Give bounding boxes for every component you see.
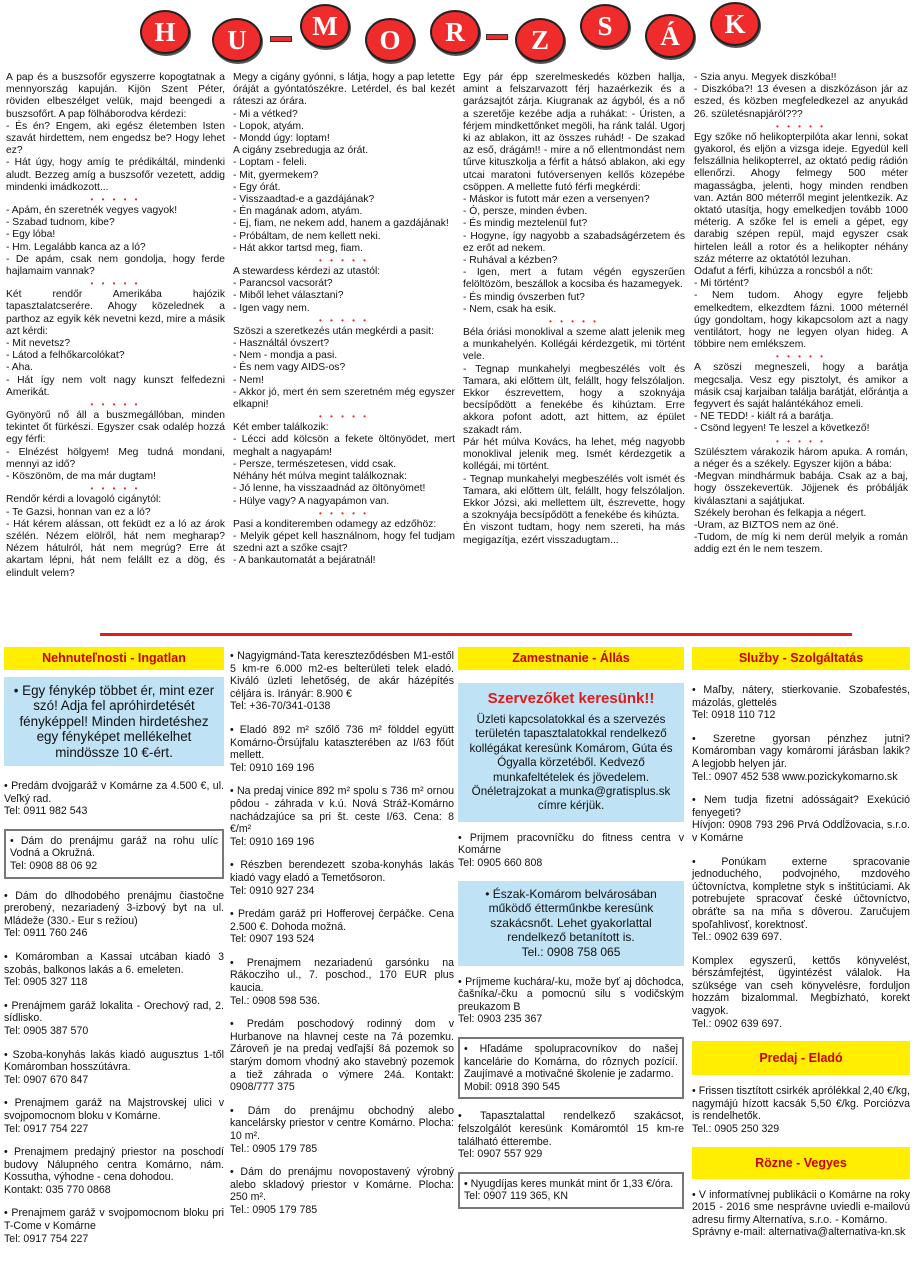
- joke-line: - Hülye vagy? A nagyapámon van.: [233, 495, 390, 507]
- title-letter: K: [710, 2, 760, 46]
- ad-text: • Ponúkam externe spracovanie jednoduchého, podvojného, mzdového účtovníctva, kompletne styk s inštitúciami. Ak potrebujete spracovať české účtovníctvo, obráťte sa na mňa s dôverou. Zaručujem spoľahlivosť, korektnosť.: [692, 855, 910, 931]
- joke-column-2: [233, 72, 455, 568]
- joke-line: Rendőr kérdi a lovagoló cigánytól:: [6, 494, 162, 506]
- section-header: Zamestnanie - Állás: [458, 647, 684, 670]
- joke-line: - Ó, persze, minden évben.: [463, 206, 588, 218]
- ad-phone: Tel: 0911 760 246: [4, 927, 88, 940]
- ad-item: [230, 650, 454, 713]
- joke-line: Megy a cigány gyónni, s látja, hogy a pap letette óráját a gyóntatószékre. Letérdel, és bal kezét ráteszi az órára.: [233, 72, 455, 108]
- ad-text: • Dám do prenájmu garáž na rohu ulíc Vodná a Okružná.: [10, 834, 218, 860]
- joke-column-3: [463, 72, 685, 547]
- ad-phone: Tel: +36-70/341-0138: [230, 700, 331, 713]
- joke-line: -Tudom, de míg ki nem derül melyik a román addig ezt én le nem teszem.: [694, 532, 908, 556]
- joke-line: Szülésztem várakozik három apuka. A román, a néger és a székely. Egyszer kijön a bába:: [694, 446, 908, 470]
- joke-separator: • • • • •: [319, 256, 369, 266]
- section-header: Nehnuteľnosti - Ingatlan: [4, 647, 224, 670]
- ad-item: [692, 1189, 910, 1239]
- title-letter: O: [365, 18, 415, 62]
- joke-line: - NE TEDD! - kiált rá a barátja.: [694, 411, 834, 423]
- ad-phone: Tel.: 0902 639 697.: [692, 931, 783, 944]
- joke-line: A pap és a buszsofőr egyszerre kopogtatnak a mennyország kapuján. Kijön Szent Péter, röviden elbeszélget velük, majd beengedi a buszsofőrt. A pap fölháborodva kérdezi:: [6, 72, 225, 120]
- title-letter: U: [212, 18, 262, 62]
- title-letter: M: [300, 4, 350, 48]
- joke-line: Néhány hét múlva megint találkoznak:: [233, 471, 407, 483]
- joke-line: - Parancsol vacsorát?: [233, 278, 333, 290]
- joke-line: - De apám, csak nem gondolja, hogy ferde hajlamaim vannak?: [6, 253, 225, 278]
- joke-line: Béla óriási monoklival a szeme alatt jelenik meg a munkahelyén. Kollégái kérdezgetik, mi történt vele.: [463, 327, 685, 363]
- ad-item: [4, 1000, 224, 1038]
- ads-column-real-estate-2: [230, 650, 454, 1228]
- joke-line: - Apám, én szeretnék vegyes vagyok!: [6, 205, 178, 217]
- ad-text: • Predám dvojgaráž v Komárne za 4.500 €, ul. Veľký rad.: [4, 780, 224, 805]
- promo-phone: Tel.: 0908 758 065: [521, 945, 621, 959]
- ad-phone: Tel: 0905 327 118: [4, 976, 88, 989]
- ad-item: [230, 957, 454, 1007]
- joke-line: - Hát akkor tartsd meg, fiam.: [233, 242, 363, 254]
- ad-phone: Tel.: 0902 639 697.: [692, 1017, 783, 1030]
- title-letter: H: [140, 10, 190, 54]
- ad-list: [458, 976, 684, 1209]
- joke-separator: • • • • •: [319, 315, 369, 325]
- ad-item: [4, 1049, 224, 1087]
- joke-line: Két rendőr Amerikába hajózik tapasztalatcserére. Ahogy közelednek a parthoz az egyik kék nevetni kezd, mire a másik azt kérdi:: [6, 289, 225, 337]
- joke-line: - Hogyne, így nagyobb a szabadságérzetem és ez erőt ad nekem.: [463, 230, 685, 254]
- ad-item: [458, 1110, 684, 1160]
- title-letter: R: [430, 10, 480, 54]
- joke-line: - Én magának adom, atyám.: [233, 206, 363, 218]
- photo-ad-promo: • Egy fénykép többet ér, mint ezer szó! Adja fel apróhirdetését fényképpel! Minden hirdetéshez egy fényképet mellékelhet mindössze 10 €-ért.: [4, 677, 224, 766]
- ad-item: [230, 1105, 454, 1155]
- ad-text: • Na predaj vinice 892 m² spolu s 736 m² ornou pôdou - záhrada v k.ú. Nová Stráž-Komárno nachádzajúce sa pri št. ceste I/63. Cena: 8 €/m²: [230, 785, 454, 836]
- ad-phone: Správny e-mail: alternativa@alternativa-kn.sk: [692, 1226, 906, 1239]
- ad-text: • Predám poschodový rodinný dom v Hurbanove na hlavnej ceste na 7á pozemku. Zároveň je na predaj vedľajší 8á pozemok so starým domom vhodný ako stavebný pozemok a tiež záhrada o výmere 24á. Kontakt: 0908/777 375: [230, 1018, 454, 1094]
- joke-line: - Miből lehet választani?: [233, 290, 344, 302]
- ad-text: • Frissen tisztított csirkék aprólékkal 2,40 €/kg, nagymájú hízott kacsák 5,50 €/kg. Porciózva is rendelhetők.: [692, 1085, 910, 1123]
- promo-title: Szervezőket keresünk!!: [487, 690, 655, 707]
- ad-item: [230, 1018, 454, 1094]
- joke-line: - És mindig óvszerben fut?: [463, 291, 585, 303]
- ad-text: • Prenájmem garáž lokalita - Orechový rad, 2. sídlisko.: [4, 999, 224, 1025]
- joke-line: - Látod a felhőkarcolókat?: [6, 350, 125, 362]
- ad-phone: Kontakt: 035 770 0868: [4, 1183, 111, 1196]
- joke-line: - Csönd legyen! Te leszel a következő!: [694, 423, 870, 435]
- section-divider: [100, 633, 852, 636]
- ads-column-services: [692, 647, 910, 1250]
- joke-separator: • • • • •: [549, 317, 599, 327]
- title-letter: Z: [515, 18, 565, 62]
- ad-item: [230, 1166, 454, 1216]
- ad-text: • Szoba-konyhás lakás kiadó augusztus 1-től Komáromban hosszútávra.: [4, 1048, 224, 1074]
- ad-text: Komplex egyszerű, kettős könyvelést, bérszámfejtést, ügyintézést válalok. Ha szüksége van cseh könyvelésre, forduljon hozzám bizalommal. Megbízható, korekt vagyok.: [692, 954, 910, 1018]
- joke-line: - Mi történt?: [694, 278, 749, 290]
- ad-phone: Tel: 0911 982 543: [4, 805, 88, 818]
- joke-separator: • • • • •: [776, 121, 826, 131]
- joke-line: - Igen, mert a futam végén egyszerűen felöltözöm, beszállok a kocsiba és hazamegyek.: [463, 267, 685, 291]
- ad-item: [692, 856, 910, 944]
- ad-text: • Prenajmem predajný priestor na poschodí budovy Nálupného centra Komárno, nám. Kossutha, výhodne - cena dohodou.: [4, 1146, 224, 1184]
- ad-item: [230, 859, 454, 897]
- joke-separator: • • • • •: [776, 436, 826, 446]
- ad-phone: Tel: 0903 235 367: [458, 1013, 543, 1026]
- joke-line: - A bankautomatát a bejáratnál!: [233, 555, 376, 567]
- ad-phone: Tel.: 0905 250 329: [692, 1123, 780, 1136]
- ad-item: [692, 1085, 910, 1135]
- ad-text: • Prenajmem nezariadenú garsónku na Rákocziho ul., 7. poschod., 170 EUR plus kaucia.: [230, 956, 454, 995]
- joke-line: Egy pár épp szerelmeskedés közben hallja, amint a felszarvazott férj hazaérkezik és a garázsajtót zárja. Kiugranak az ágyból, és a nő a szeretője kezébe adja a ruhákat: - Úristen, a férjem mindkettőnket megöli, ha ránk talál. Ugorj ki az ablakon, itt az összes ruhád! - De szakad az eső, drágám!! - mire a nő ellentmondást nem tűrve kituszkolja a férfit a hátsó ablakon, aki egy utcai maratoni futóversenyen kellős közepébe csöppen. A mellette futó férfi megkérdi:: [463, 72, 685, 193]
- ad-item: [458, 1172, 684, 1209]
- joke-line: - Ej, fiam, ne nekem add, hanem a gazdájának!: [233, 218, 449, 230]
- ad-phone: Tel: 0917 754 227: [4, 1232, 89, 1245]
- promo-body: • Észak-Komárom belvárosában működő étterműnkbe keresünk szakácsnőt. Lehet gyakorlattal rendelkező betanított is.: [485, 886, 657, 945]
- joke-line: -Uram, az BIZTOS nem az öné.: [694, 519, 839, 531]
- ad-phone: Tel: 0905 660 808: [458, 857, 543, 870]
- joke-separator: • • • • •: [776, 352, 826, 362]
- ad-item: [4, 780, 224, 818]
- ad-text: • Nem tudja fizetni adósságait? Exekúció fenyegeti?: [692, 794, 910, 819]
- joke-line: - Diszkóba?! 13 évesen a diszkózáson jár az eszed, és közben megfeledkezel az anyukád 26. születésnapjáról???: [694, 84, 908, 120]
- joke-line: - Használtál óvszert?: [233, 338, 330, 350]
- ad-item: [692, 955, 910, 1031]
- joke-line: Szöszi a szeretkezés után megkérdi a pasit:: [233, 325, 434, 337]
- joke-line: - Igen vagy nem.: [233, 302, 310, 314]
- joke-line: - Tegnap munkahelyi megbeszélés volt ismét és Tamara, aki előttem ült, felállt, hogy felszólaljon. Ekkor Józsi, aki mellettem ült, észrevette, hogy a szoknyája becsípődött a fenekébe és kihúzta.: [463, 473, 685, 522]
- joke-column-4: [694, 72, 908, 557]
- ad-phone: Tel.: 0908 598 536.: [230, 994, 321, 1007]
- ad-text: • Tapasztalattal rendelkező szakácsot, felszolgálót keresünk Komáromtól 15 km-re található étterembe.: [458, 1110, 684, 1148]
- joke-line: A cigány zsebredugja az órát.: [233, 145, 369, 157]
- ad-item: [230, 724, 454, 774]
- ad-list: [230, 650, 454, 1217]
- joke-line: - Hát így nem volt nagy kunszt felfedezni Amerikát.: [6, 374, 225, 398]
- joke-line: A stewardess kérdezi az utastól:: [233, 266, 381, 278]
- ad-list: [4, 780, 224, 1245]
- ad-phone: Tel.: 0905 179 785: [230, 1203, 318, 1216]
- ads-column-real-estate: [4, 647, 224, 1256]
- ad-text: • Nagyigmánd-Tata kereszteződésben M1-estől 5 km-re 6.000 m2-es belterületi telek eladó. Kiváló üzleti lehetőség, de akár házépítés céljára is. Irányár: 8.900 €: [230, 650, 454, 700]
- joke-separator: • • • • •: [319, 508, 369, 518]
- page-title-banner: [130, 0, 780, 66]
- ad-text: • Príjmeme kuchára/-ku, može byť aj dôchodca, čašníka/-čku a pomocnú silu s vodičským preukazom B: [458, 975, 684, 1013]
- joke-line: - Szia anyu. Megyek diszkóba!!: [694, 72, 837, 83]
- ad-phone: Tel: 0907 119 365, KN: [464, 1190, 569, 1203]
- ad-phone: Tel: 0918 110 712: [692, 709, 776, 722]
- ad-phone: Hívjon: 0908 793 296 Prvá Oddĺžovacia, s.r.o. v Komárne: [692, 819, 910, 844]
- ad-text: • Komáromban a Kassai utcában kiadó 3 szobás, balkonos lakás a 6. emeleten.: [4, 950, 224, 976]
- joke-line: - Szabad tudnom, kibe?: [6, 217, 115, 229]
- ad-text: • Prenajmem garáž na Majstrovskej ulici v svojpomocnom bloku v Komárne.: [4, 1097, 224, 1122]
- ad-item: [692, 794, 910, 844]
- recruiter-promo: [458, 683, 684, 822]
- ad-phone: Tel.: 0907 452 538 www.pozickykomarno.sk: [692, 770, 898, 783]
- joke-line: - Mit, gyermekem?: [233, 169, 319, 181]
- section-header-misc: Rözne - Vegyes: [692, 1147, 910, 1179]
- ad-item: [230, 785, 454, 848]
- ad-phone: Tel: 0905 387 570: [4, 1024, 89, 1037]
- ad-item: [230, 908, 454, 946]
- joke-line: - Jó lenne, ha visszaadnád az öltönyömet!: [233, 483, 426, 495]
- joke-line: - Nem!: [233, 374, 264, 386]
- joke-line: - Lécci add kölcsön a fekete öltönyödet, mert meghalt a nagyapám!: [233, 434, 455, 458]
- joke-line: A szöszi megneszeli, hogy a barátja megcsalja. Vesz egy pisztolyt, és amikor a másik csaj karjaiban találja barátját, előrántja a fegyvert és saját halántékához emeli.: [694, 362, 908, 411]
- joke-line: Gyönyörű nő áll a buszmegállóban, minden tekintet őt fürkészi. Egyszer csak odalép hozzá egy férfi:: [6, 410, 225, 446]
- joke-line: - Lopok, atyám.: [233, 120, 304, 132]
- ad-text: • Részben berendezett szoba-konyhás lakás kiadó vagy eladó a Temetősoron.: [230, 859, 454, 884]
- joke-line: - Egy lóba!: [6, 229, 56, 241]
- ad-item: [4, 1146, 224, 1196]
- ad-text: • Hľadáme spolupracovníkov do našej kancelárie do Komárna, do rôznych pozícií. Zaujímavé a motivačné školenie je zadarmo.: [464, 1042, 678, 1081]
- ad-text: • Prijmem pracovníčku do fitness centra v Komárne: [458, 831, 684, 857]
- joke-line: Székely berohan és felkapja a négert.: [694, 507, 867, 519]
- ad-text: • Dám do prenájmu novopostavený výrobný alebo skladový priestor v Komárne. Plocha: 250 m².: [230, 1166, 454, 1204]
- ad-item: [4, 1207, 224, 1245]
- joke-line: - Próbáltam, de nem kellett neki.: [233, 230, 381, 242]
- joke-line: - Hát úgy, hogy amíg te prédikáltál, mindenki aludt. Bezzeg amíg a buszsofőr vezetett, addig mindenki imádkozott...: [6, 157, 225, 193]
- title-letter: S: [580, 4, 630, 48]
- ad-phone: Tel: 0910 169 196: [230, 835, 315, 848]
- joke-separator: • • • • •: [319, 412, 369, 422]
- ad-phone: Tel: 0907 557 929: [458, 1148, 543, 1161]
- joke-separator: • • • • •: [90, 400, 141, 410]
- joke-separator: • • • • •: [90, 195, 141, 205]
- joke-line: - Visszaadtad-e a gazdájának?: [233, 194, 375, 206]
- joke-line: - Nem - mondja a pasi.: [233, 350, 338, 362]
- ad-item: [458, 976, 684, 1026]
- title-dash: [486, 34, 508, 40]
- title-dash: [270, 36, 292, 42]
- joke-line: -Megvan mindhármuk babája. Csak az a baj, hogy összekevertük. Jöjjenek és próbálják kiválasztani a sajátjukat.: [694, 471, 908, 507]
- ad-text: • Nyugdíjas keres munkát mint őr 1,33 €/óra.: [464, 1177, 674, 1190]
- ad-text: • Eladó 892 m² szőlő 736 m² földdel együtt Komárno-Örsújfalu kataszterében az I/63 főút mellett.: [230, 723, 454, 762]
- joke-line: - Köszönöm, de ma már dugtam!: [6, 471, 156, 483]
- joke-line: - Egy órát.: [233, 181, 281, 193]
- ad-text: • Dám do prenájmu obchodný alebo kancelársky priestor v centre Komárno. Plocha: 10 m².: [230, 1104, 454, 1142]
- joke-line: - Hm. Legalább kanca az a ló?: [6, 241, 146, 253]
- joke-separator: • • • • •: [90, 484, 141, 494]
- ad-item: [458, 832, 684, 870]
- ad-phone: Mobil: 0918 390 545: [464, 1080, 561, 1093]
- title-letter: Á: [645, 14, 695, 58]
- ad-item: [4, 1097, 224, 1135]
- ad-phone: Tel: 0910 169 196: [230, 761, 315, 774]
- restaurant-promo: [458, 881, 684, 966]
- joke-line: - Elnézést hölgyem! Meg tudná mondani, mennyi az idő?: [6, 446, 225, 470]
- joke-line: - Ruhával a kézben?: [463, 255, 558, 267]
- promo-body: Üzleti kapcsolatokkal és a szervezés területén tapasztalatokkal rendelkező kollégákat keresünk Komárom, Gúta és Ógyalla körzetéből. Kedvező munkafeltételek és jövedelem. Önéletrajzokat a munka@gratisplus.sk címre kérjük.: [469, 713, 673, 813]
- joke-line: - És nem vagy AIDS-os?: [233, 362, 346, 374]
- ad-phone: Tel: 0907 670 847: [4, 1073, 89, 1086]
- joke-line: Egy szőke nő helikopterpilóta akar lenni, sokat gyakorol, és eljön a vizsga ideje. Egyedül kell felszállnia helikopterrel, az oktató pedig rádión ellenőrzi. Ahogy felmegy 500 méter magasságba, jelenti, hogy minden rendben van. Aztán 800 méterről megint jelentkezik. Az oktató utasítja, hogy emelkedjen tovább 1000 méterig. A szőke fel is emeli a gépet, egy darabig szépen repül, majd egyszer csak hirtelen leáll a rotor és a helikopter néhány száz méterre az oktatótól lezuhan.: [694, 131, 908, 265]
- joke-line: - És én? Engem, aki egész életemben Isten szavát hirdettem, nem engedsz be? Hogy lehet ez?: [6, 120, 225, 157]
- joke-line: - Aha.: [6, 362, 33, 374]
- ad-phone: Tel.: 0905 179 785: [230, 1142, 318, 1155]
- joke-column-1: [6, 72, 225, 580]
- joke-line: - Máskor is futott már ezen a versenyen?: [463, 194, 650, 206]
- ad-item: [692, 684, 910, 722]
- ad-phone: Tel: 0917 754 227: [4, 1122, 89, 1135]
- section-header: Služby - Szolgáltatás: [692, 647, 910, 670]
- ad-item: [4, 829, 224, 879]
- section-header-sale: Predaj - Eladó: [692, 1041, 910, 1075]
- joke-line: - Mi a vétked?: [233, 108, 298, 120]
- joke-line: Két ember találkozik:: [233, 422, 329, 434]
- joke-line: Pasi a konditeremben odamegy az edzőhöz:: [233, 518, 437, 530]
- ad-text: • Prenajmem garáž v svojpomocnom bloku pri T-Come v Komárne: [4, 1207, 224, 1233]
- ads-column-jobs: [458, 647, 684, 1220]
- ad-item: [458, 1037, 684, 1099]
- ad-list: [692, 684, 910, 1030]
- joke-line: - Te Gazsi, honnan van ez a ló?: [6, 506, 151, 518]
- joke-line: - Hát kérem alássan, ott feküdt ez a ló az árok szélén. Nézem elölről, hát nem megharap? Nézem hátulról, hát nem megrúg? Erre át akartam lépni, hát nem felállt ez a dög, és elindult velem?: [6, 518, 225, 579]
- joke-line: - Melyik gépet kell használnom, hogy fel tudjam szedni azt a szőke csajt?: [233, 530, 455, 555]
- ad-text: • Dám do dlhodobého prenájmu čiastočne prerobený, nezariadený 3-izbový byt na ul. Mládeže (330.- Eur s režiou): [4, 889, 224, 927]
- ad-text: • Predám garáž pri Hofferovej čerpáčke. Cena 2.500 €. Dohoda možná.: [230, 908, 454, 933]
- ad-item: [4, 890, 224, 940]
- joke-separator: • • • • •: [90, 279, 141, 289]
- ad-text: • V informatívnej publikácii o Komárne na roky 2015 - 2016 sme nesprávne uviedli e-mailovú adresu firmy Alternatíva, s.r.o. - Komárno.: [692, 1188, 910, 1226]
- ad-phone: Tel: 0907 193 524: [230, 933, 315, 946]
- ad-phone: Tel: 0908 88 06 92: [10, 860, 98, 872]
- joke-line: Én viszont tudtam, hogy nem szereti, ha más megigazítja, ezért visszadugtam...: [463, 522, 685, 546]
- joke-line: - Tegnap munkahelyi megbeszélés volt és Tamara, aki előttem ült, felállt, hogy felszólaljon. Ekkor észrevettem, hogy a szoknyája becsípődött a fenekébe és kihúztam. Erre akkora pofont adott, azt hittem, az épület szakadt rám.: [463, 363, 685, 436]
- joke-line: - Mit nevetsz?: [6, 338, 71, 350]
- joke-line: - Mondd úgy: loptam!: [233, 133, 330, 145]
- ad-text: • Maľby, nátery, stierkovanie. Szobafestés, mázolás, glettelés: [692, 684, 910, 709]
- joke-line: - Nem tudom. Ahogy egyre feljebb emelkedtem, elkezdtem fázni. 1000 méternél úgy gondoltam, hogy kikapcsolom azt a nagy ventilátort, hogy ne legyen olyan hideg. A többire nem emlékszem.: [694, 290, 908, 351]
- joke-line: - Persze, természetesen, vidd csak.: [233, 458, 397, 470]
- ad-item: [692, 733, 910, 783]
- joke-line: - Akkor jó, mert én sem szeretném még egyszer elkapni!: [233, 386, 455, 411]
- joke-line: - Nem, csak ha esik.: [463, 303, 557, 315]
- ad-text: • Szeretne gyorsan pénzhez jutni? Komáromban vagy komáromi járásban lakik? A legjobb helyen jár.: [692, 732, 910, 770]
- joke-line: - Loptam - feleli.: [233, 157, 307, 169]
- ad-item: [4, 951, 224, 989]
- joke-line: Pár hét múlva Kovács, ha lehet, még nagyobb monoklival jelenik meg. Ismét kérdezgetik a kollégái, mi történt.: [463, 436, 685, 473]
- ad-phone: Tel: 0910 927 234: [230, 884, 315, 897]
- joke-line: Odafut a férfi, kihúzza a roncsból a nőt:: [694, 266, 874, 278]
- joke-line: - És mindig meztelenül fut?: [463, 218, 588, 230]
